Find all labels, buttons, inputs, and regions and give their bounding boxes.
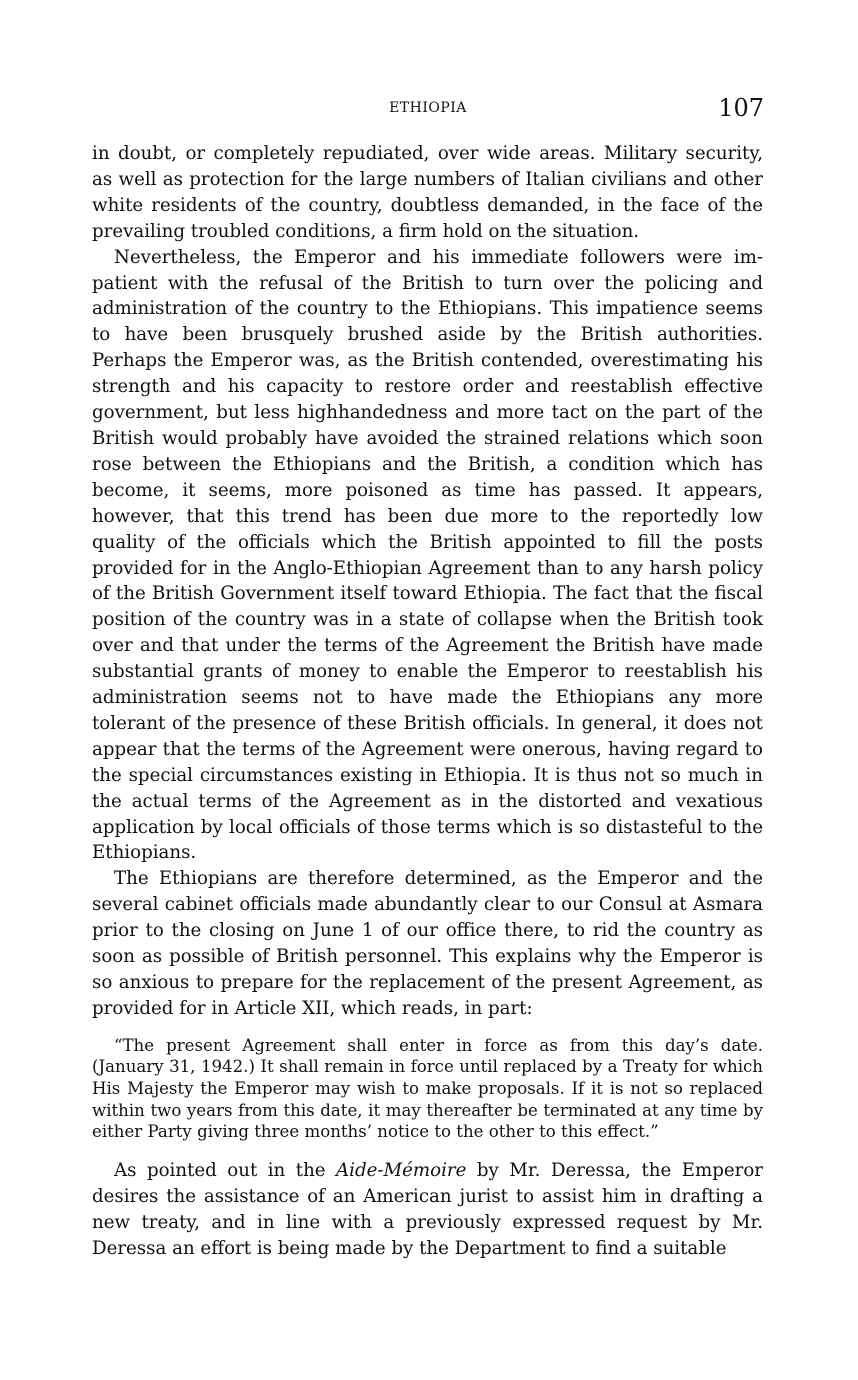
paragraph-continuation: in doubt, or completely repudiated, over wide areas. Military security, as well as protection for the large numbers of Italian civilians and other white residents of the country, doubtless demanded, in the face of the prevailing troubled conditions, a firm hold on the situation. (92, 143, 763, 242)
aide-memoire-lead: As pointed out in the (114, 1159, 337, 1181)
running-header (92, 94, 764, 126)
page-number: 107 (718, 94, 764, 122)
aide-memoire-italic: Aide-Mémoire (336, 1159, 467, 1181)
block-quote-article-xii: “The present Agreement shall enter in force as from this day’s date. (January 31, 1942.) It shall remain in force until replaced by a Treaty for which His Majesty the Emperor may wish to make proposals. If it is not so replaced within two years from this date, it may thereafter be terminated at any time by either Party giving three months’ notice to the other to this effect.” (92, 1035, 763, 1142)
paragraph-emperor-impatience: Nevertheless, the Emperor and his immediate followers were impatient with the refusal of the British to turn over the policing and administration of the country to the Ethiopians. This impatience seems to have been brusquely brushed aside by the British authorities. Perhaps the Emperor was, as the British contended, overestimating his strength and his capacity to restore order and reestablish effective government, but less highhandedness and more tact on the part of the British would probably have avoided the strained relations which soon rose between the Ethiopians and the British, a condition which has become, it seems, more poisoned as time has passed. It appears, however, that this trend has been due more to the reportedly low quality of the officials which the British appointed to fill the posts provided for in the Anglo-Ethiopian Agreement than to any harsh policy of the British Government itself toward Ethiopia. The fact that the fiscal position of the country was in a state of collapse when the British took over and that under the terms of the Agreement the British have made substantial grants of money to enable the Emperor to reestablish his administration seems not to have made the Ethiopians any more tolerant of the presence of these British officials. In general, it does not appear that the terms of the Agreement were onerous, having regard to the special circumstances existing in Ethiopia. It is thus not so much in the actual terms of the Agreement as in the distorted and vexatious application by local officials of those terms which is so distasteful to the Ethiopians. (92, 246, 763, 864)
paragraph-aide-memoire (92, 1158, 763, 1262)
running-title: ETHIOPIA (389, 100, 467, 116)
paragraph-ethiopians-determined: The Ethiopians are therefore determined, as the Emperor and the several cabinet officials made abundantly clear to our Consul at Asmara prior to the closing on June 1 of our office there, to rid the country as soon as possible of British personnel. This explains why the Emperor is so anxious to prepare for the replacement of the present Agreement, as provided for in Article XII, which reads, in part: (92, 868, 763, 1019)
body-text (92, 141, 763, 1261)
aide-memoire-rest: by Mr. Deressa, the Emperor desires the assistance of an American jurist to assist him in drafting a new treaty, and in line with a previously expressed request by Mr. Deressa an effort is being made by the Department to find a suitable (92, 1159, 763, 1259)
